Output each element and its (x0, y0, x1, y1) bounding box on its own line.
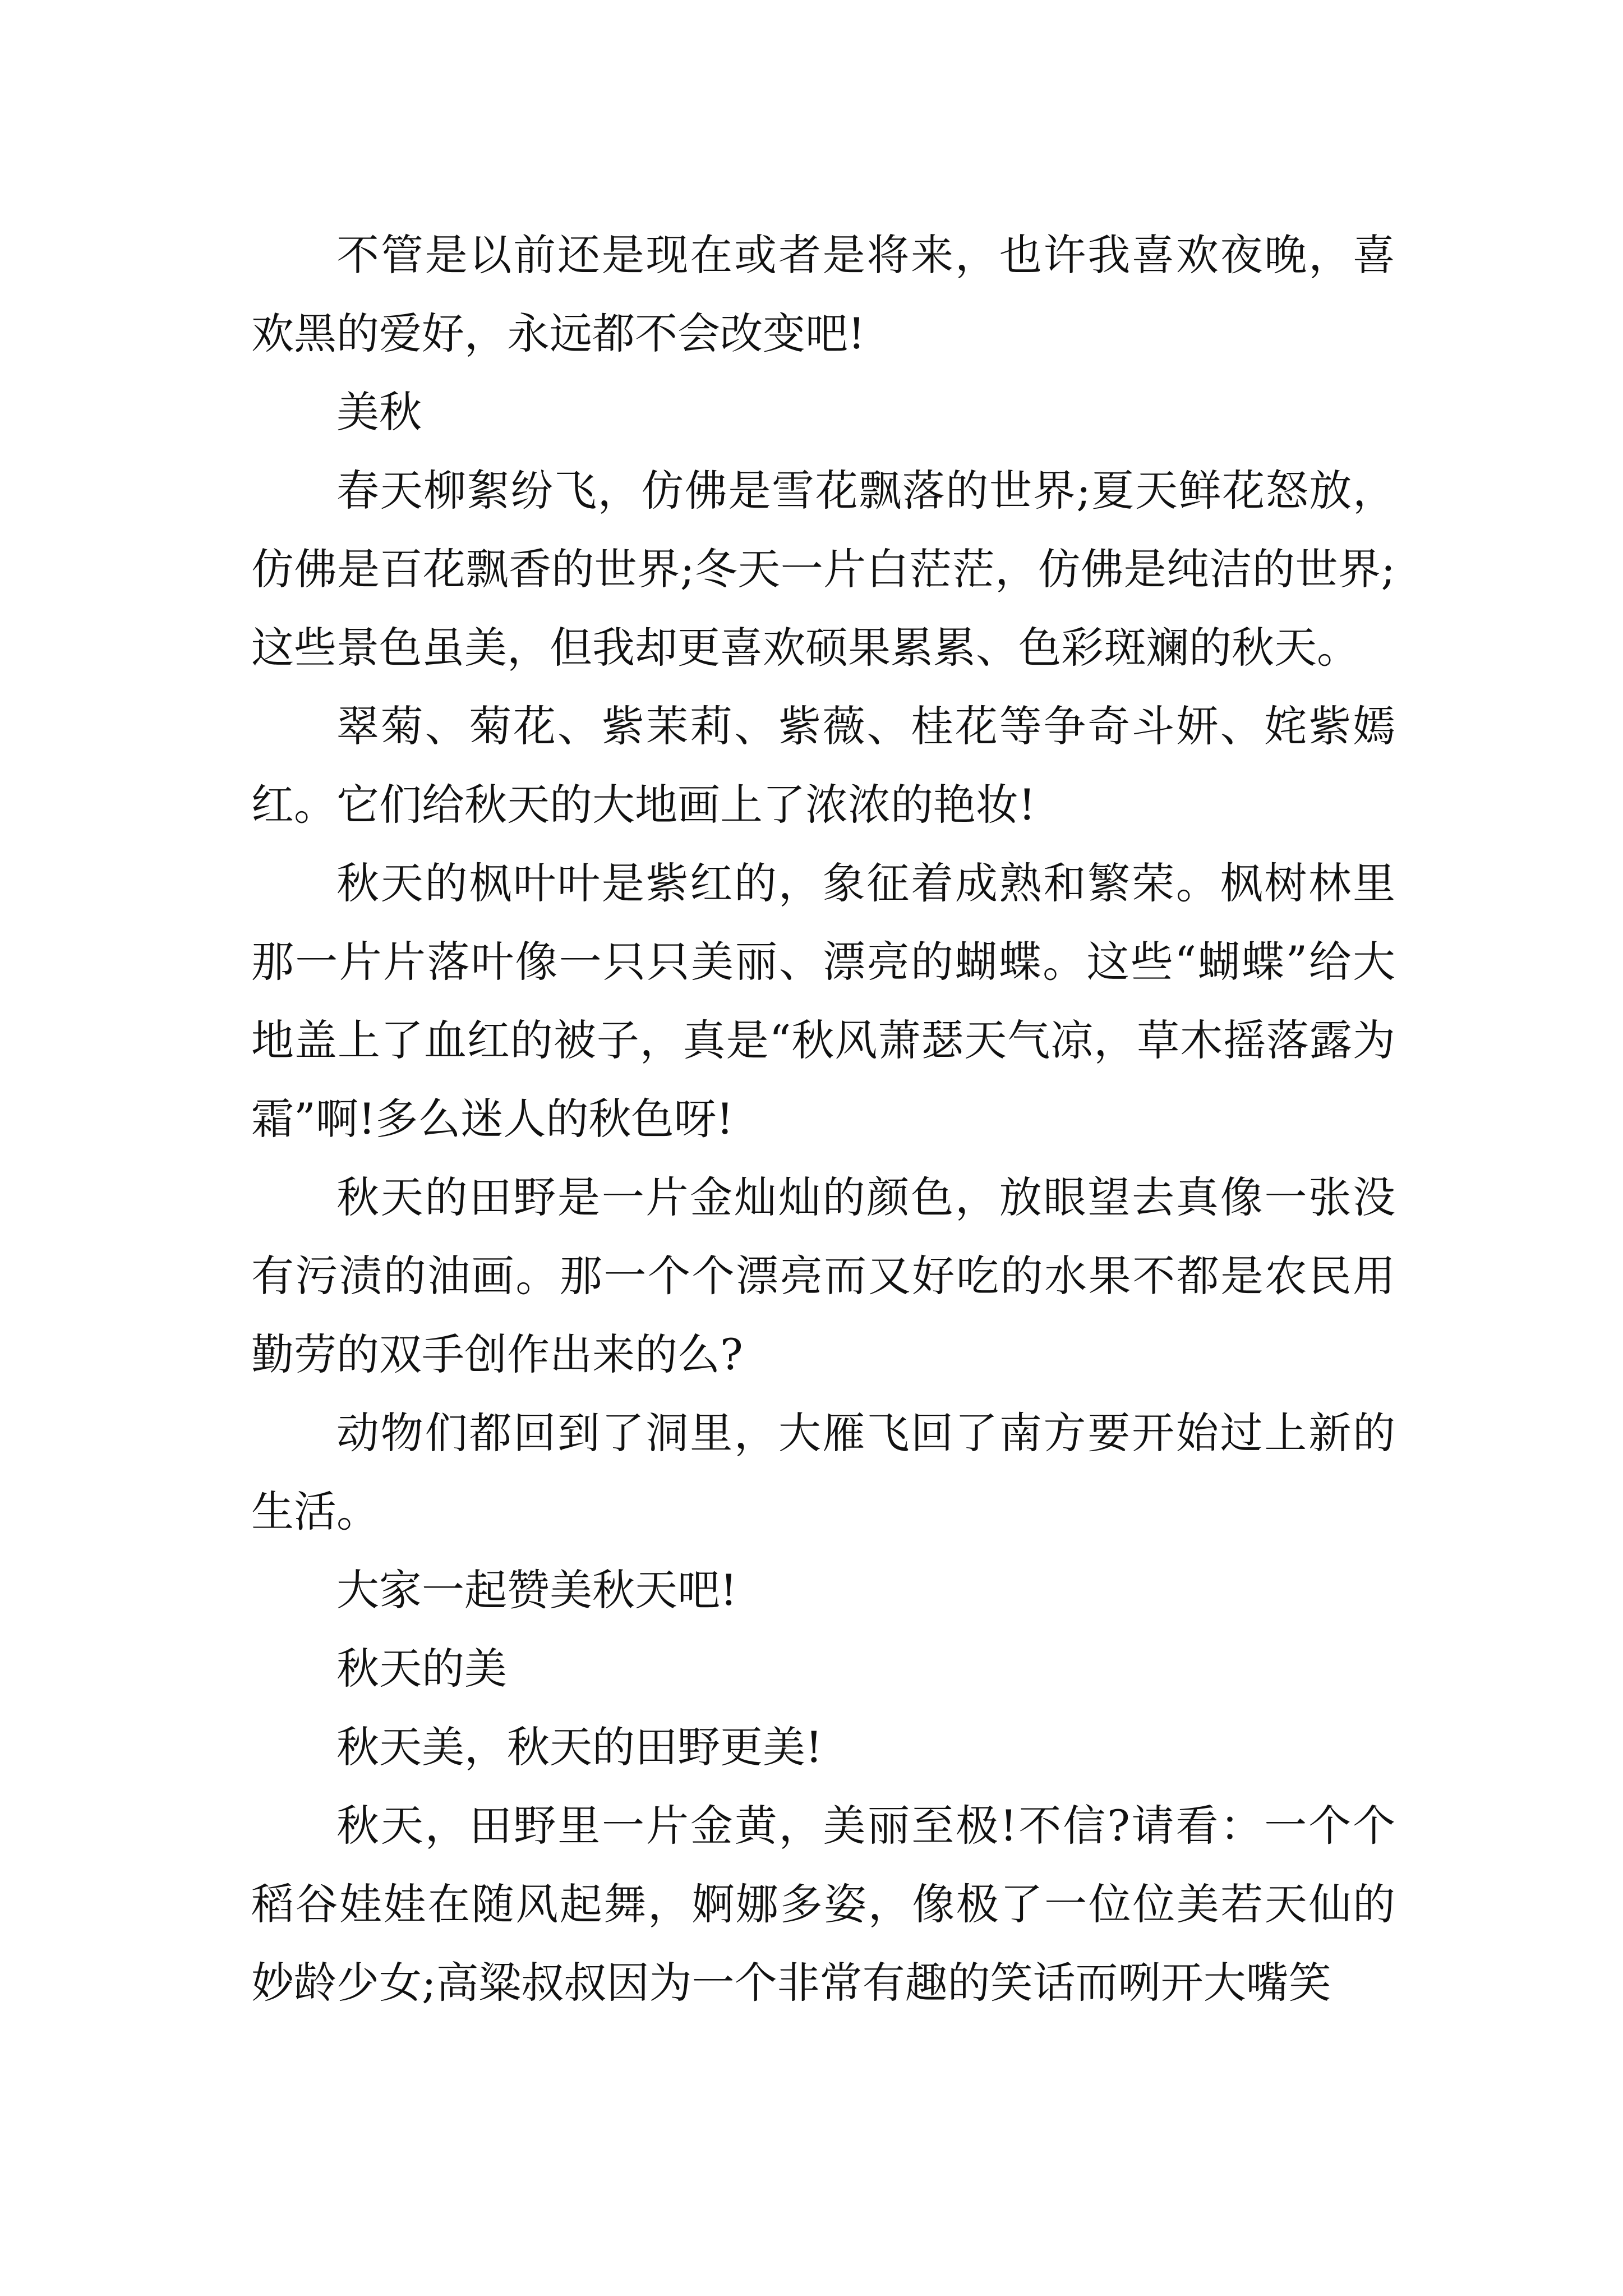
paragraph: 不管是以前还是现在或者是将来，也许我喜欢夜晚，喜欢黑的爱好，永远都不会改变吧! (251, 230, 1395, 358)
paragraph: 动物们都回到了洞里，大雁飞回了南方要开始过上新的生活。 (251, 1408, 1395, 1536)
paragraph: 春天柳絮纷飞，仿佛是雪花飘落的世界;夏天鲜花怒放，仿佛是百花飘香的世界;冬天一片白茫茫，仿佛是纯洁的世界;这些景色虽美，但我却更喜欢硕果累累、色彩斑斓的秋天。 (251, 466, 1395, 673)
paragraph: 秋天美，秋天的田野更美! (336, 1722, 823, 1772)
paragraph: 翠菊、菊花、紫茉莉、紫薇、桂花等争奇斗妍、姹紫嫣红。它们给秋天的大地画上了浓浓的艳妆! (251, 701, 1395, 830)
paragraph: 秋天的枫叶叶是紫红的，象征着成熟和繁荣。枫树林里那一片片落叶像一只只美丽、漂亮的蝴蝶。这些“蝴蝶”给大地盖上了血红的被子，真是“秋风萧瑟天气凉，草木摇落露为霜”啊!多么迷人的秋色呀! (251, 858, 1395, 1144)
document-body (251, 216, 1395, 2022)
section-heading: 美秋 (336, 387, 422, 437)
paragraph: 秋天，田野里一片金黄，美丽至极!不信?请看：一个个稻谷娃娃在随风起舞，婀娜多姿，像极了一位位美若天仙的妙龄少女;高粱叔叔因为一个非常有趣的笑话而咧开大嘴笑 (251, 1801, 1395, 2008)
paragraph: 大家一起赞美秋天吧! (336, 1565, 737, 1615)
section-heading: 秋天的美 (336, 1644, 507, 1694)
paragraph: 秋天的田野是一片金灿灿的颜色，放眼望去真像一张没有污渍的油画。那一个个漂亮而又好吃的水果不都是农民用勤劳的双手创作出来的么? (251, 1172, 1395, 1379)
